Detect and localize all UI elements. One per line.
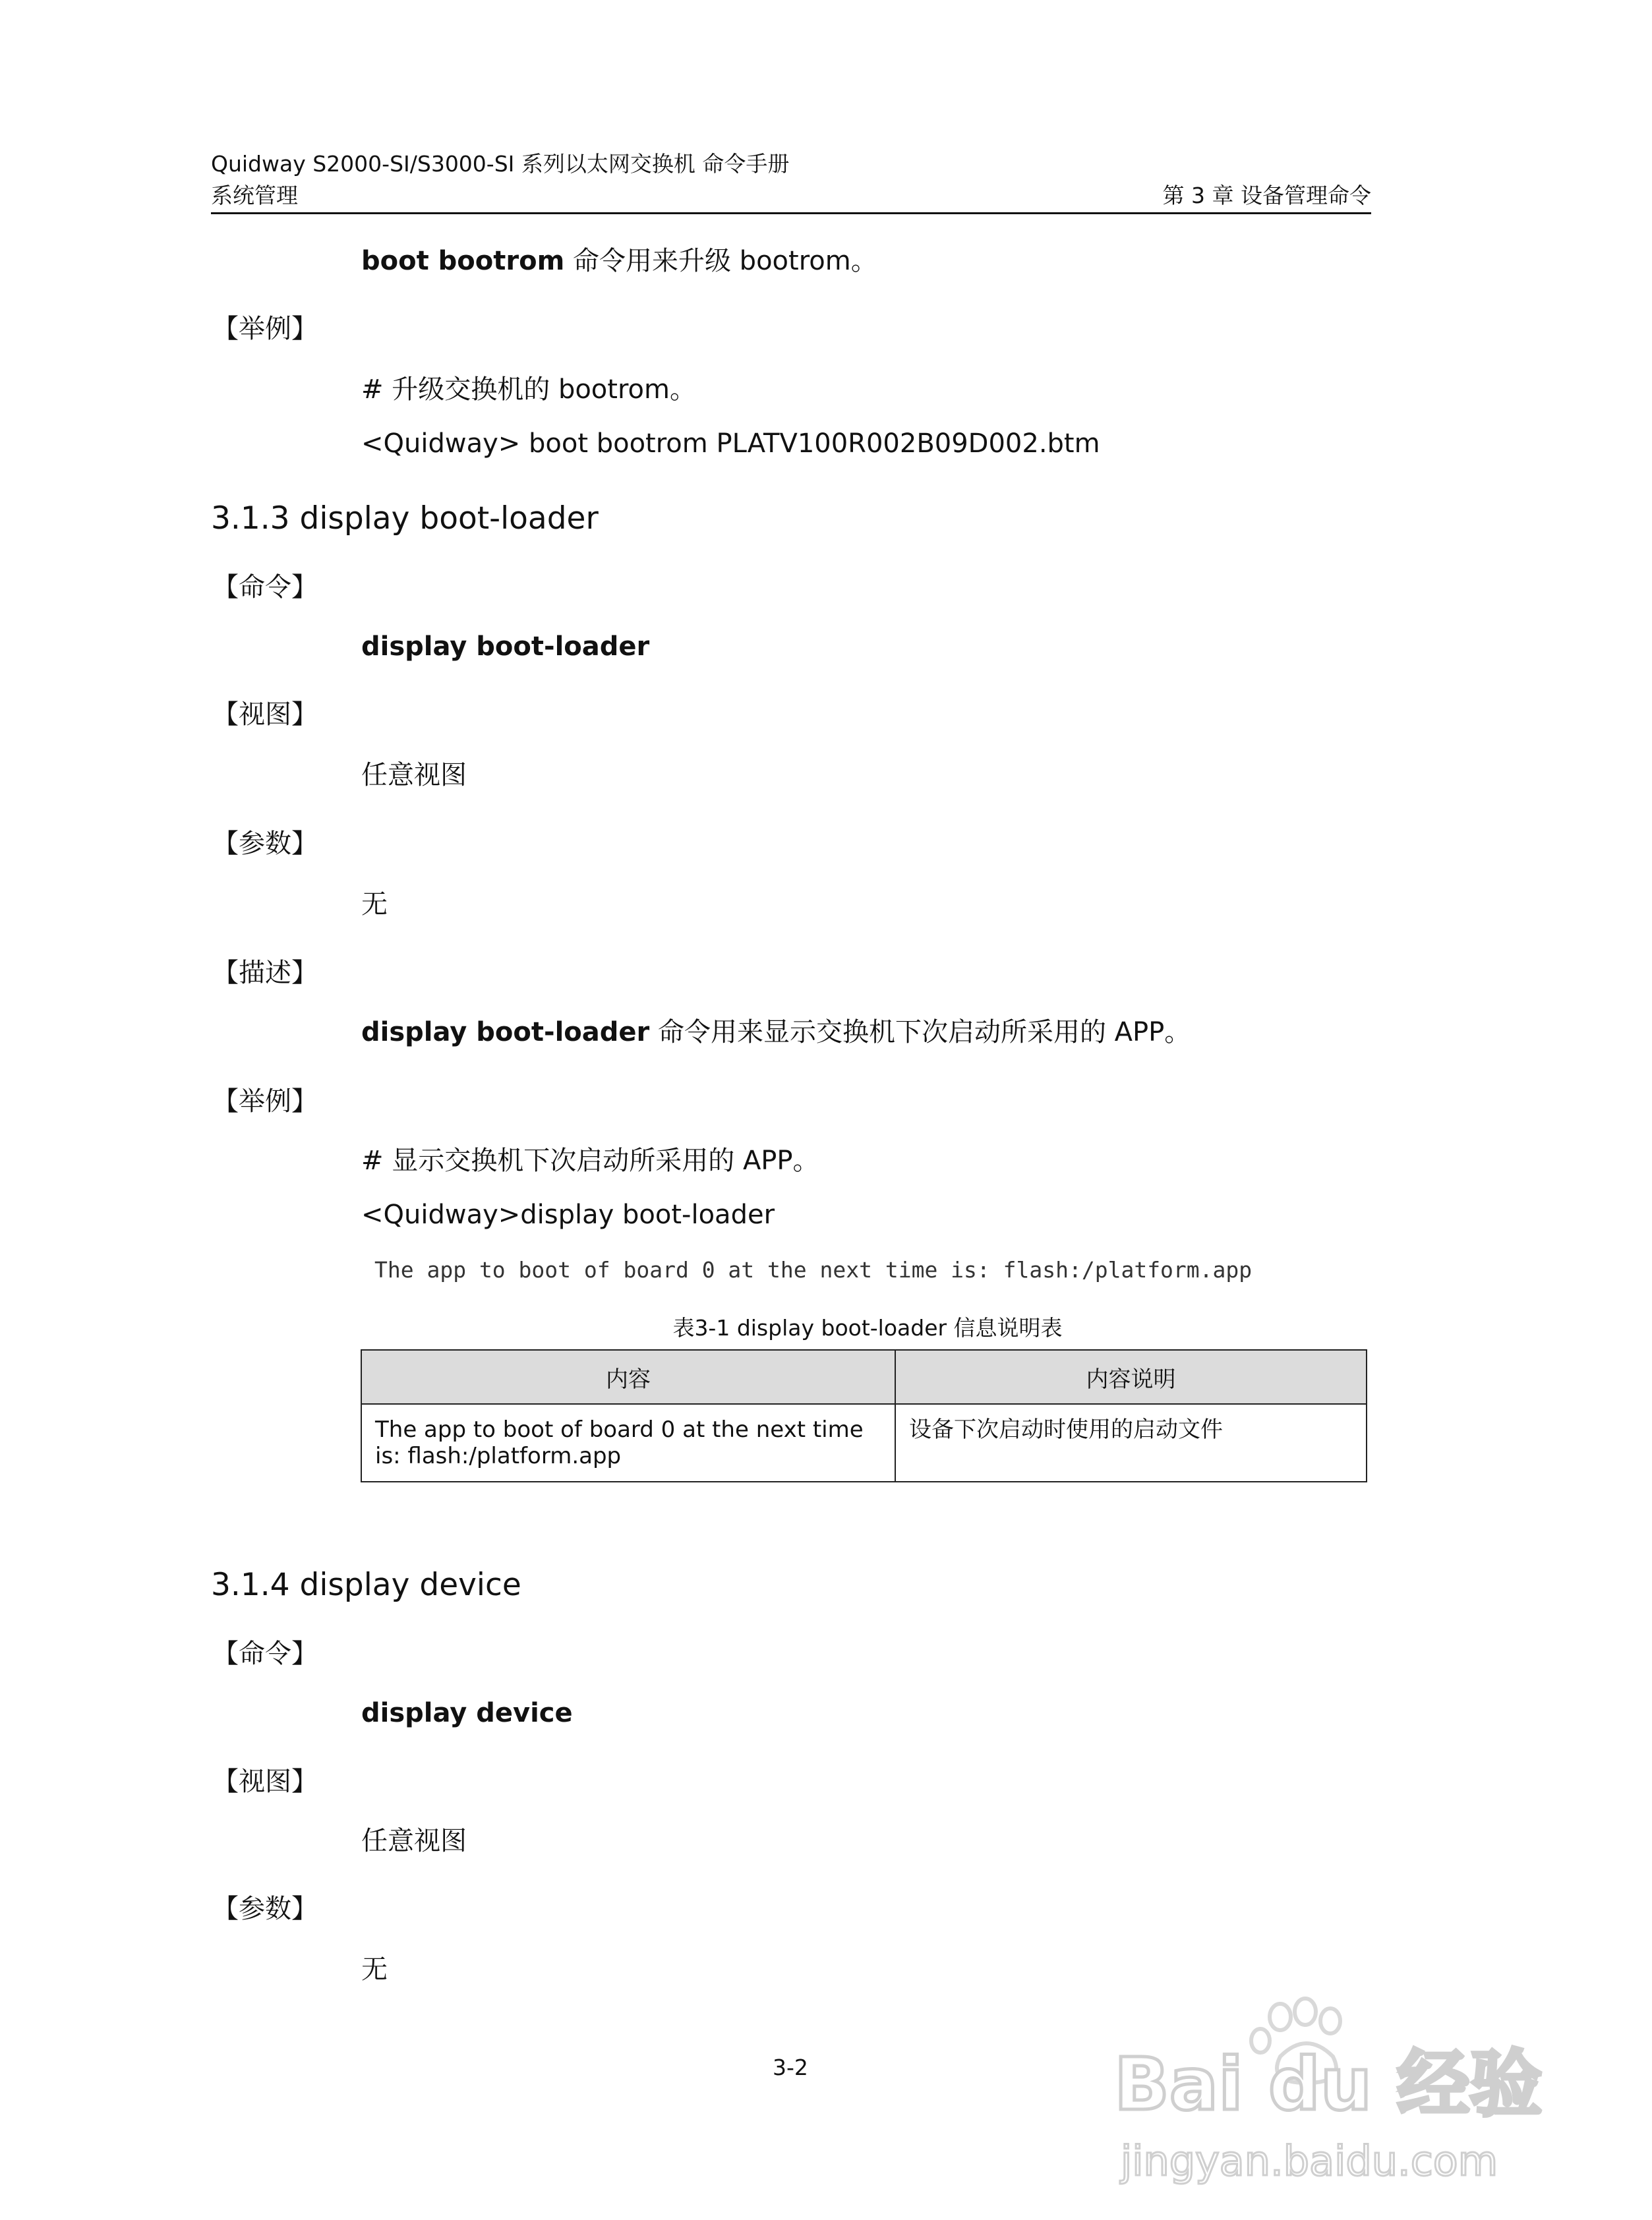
view-label: 【视图】 <box>212 1767 318 1797</box>
section-heading-3-1-3: 3.1.3 display boot-loader <box>211 500 599 537</box>
command-text: display boot-loader <box>361 631 650 662</box>
example-command: <Quidway>display boot-loader <box>361 1200 775 1230</box>
example-comment: # 显示交换机下次启动所采用的 APP。 <box>361 1146 819 1176</box>
param-text: 无 <box>361 1954 388 1985</box>
table-cell: The app to boot of board 0 at the next time is: flash:/platform.app <box>361 1404 895 1482</box>
command-label: 【命令】 <box>212 1639 318 1669</box>
bootrom-command: boot bootrom <box>361 246 565 276</box>
table-row <box>361 1404 1367 1482</box>
param-text: 无 <box>361 889 388 920</box>
table-header-cell: 内容说明 <box>895 1350 1367 1404</box>
command-label: 【命令】 <box>212 572 318 602</box>
example-label: 【举例】 <box>212 1086 318 1117</box>
param-label: 【参数】 <box>212 829 318 859</box>
bootrom-description-text: 命令用来升级 bootrom。 <box>564 246 877 276</box>
section-heading-3-1-4: 3.1.4 display device <box>211 1567 521 1603</box>
header-chapter: 第 3 章 设备管理命令 <box>1162 183 1371 208</box>
bootrom-description <box>361 244 877 278</box>
example-command: <Quidway> boot bootrom PLATV100R002B09D002.btm <box>361 428 1100 459</box>
description-text <box>361 1015 1191 1049</box>
command-text: display device <box>361 1698 573 1728</box>
description-rest: 命令用来显示交换机下次启动所采用的 APP。 <box>649 1017 1191 1047</box>
command-output: The app to boot of board 0 at the next time is: flash:/platform.app <box>374 1257 1253 1283</box>
watermark-url: jingyan.baidu.com <box>1121 2137 1498 2185</box>
view-label: 【视图】 <box>212 699 318 730</box>
header-section: 系统管理 <box>211 183 298 208</box>
description-label: 【描述】 <box>212 958 318 988</box>
header-rule <box>211 212 1371 214</box>
page-number: 3-2 <box>773 2055 808 2080</box>
table-caption: 表3-1 display boot-loader 信息说明表 <box>672 1315 1063 1341</box>
header-title: Quidway S2000-SI/S3000-SI 系列以太网交换机 命令手册 <box>211 151 790 177</box>
example-comment: # 升级交换机的 bootrom。 <box>361 374 696 405</box>
table-header-cell: 内容 <box>361 1350 895 1404</box>
baidu-jingyan-watermark <box>1107 1997 1543 2195</box>
example-label: 【举例】 <box>212 314 318 344</box>
description-command: display boot-loader <box>361 1017 650 1047</box>
info-table <box>361 1349 1367 1482</box>
table-cell: 设备下次启动时使用的启动文件 <box>895 1404 1367 1482</box>
table-header-row <box>361 1350 1367 1404</box>
watermark-logo: Bai du 经验 <box>1114 2042 1543 2126</box>
view-text: 任意视图 <box>361 1826 467 1856</box>
param-label: 【参数】 <box>212 1894 318 1924</box>
view-text: 任意视图 <box>361 760 467 790</box>
